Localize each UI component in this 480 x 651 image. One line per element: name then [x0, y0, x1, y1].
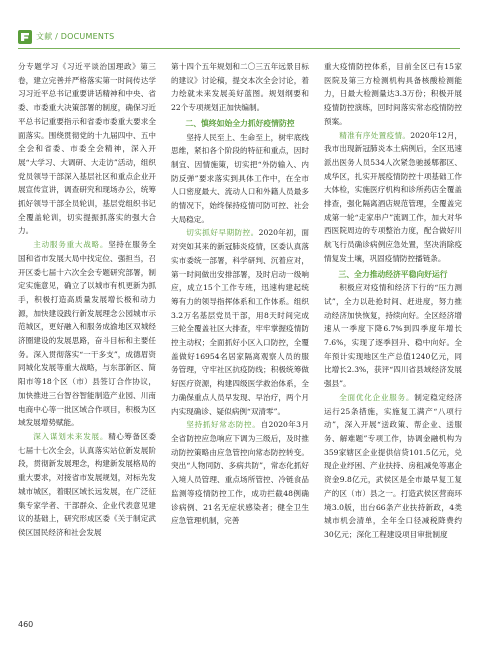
paragraph — [324, 60, 462, 129]
paragraph-text: 重大疫情防控体系，目前全区已有15家医院及第三方检测机构具备核酸检测能力，日最大检测量达3.3万份；积极开展疫情防控演练，回时间落实常态疫情防控预案。 — [324, 62, 462, 126]
paragraph — [171, 131, 309, 227]
subheading: 全面优化企业服务。 — [339, 392, 415, 402]
subheading: 切实抓好早期防控。 — [186, 228, 259, 238]
paragraph — [171, 60, 309, 115]
paragraph-text: 坚持在服务全国和省市发展大局中找定位、强担当，召开区委七届十六次全会专题研究部署，制定实施意见，确立了以城市有机更新为抓手，积极打造高质量发展增长极和动力源，加快建设践行新发展理念公园城市示范城区，更好融入和服务成渝地区双城经济圈建设的发展思路，奋斗目标和主要任务。深入贯彻落实“一干多支”，成德眉资同城化发展等重大战略，与东部新区、简阳市等18个区（市）县签订合作协议，加快推进三台智谷智能制造产业园、川南电商中心等一批区域合作项目，积极为区域发展增势赋能。 — [18, 240, 156, 428]
section-heading: 二、慎终如始全力抓好疫情防控 — [185, 118, 295, 128]
subheading: 深入谋划未来发展。 — [33, 431, 109, 441]
paragraph — [171, 226, 309, 418]
paragraph-text: 自2020年3月全省防控应急响应下调为三级后，及时推动防控策略由应急管控向常态防控转变。突出“人物同防、多病共防”，常态化抓好入境人员管理、重点场所管控、冷链食品监测等疫情防控工作，成功拦截48例确诊病例、21名无症状感染者；健全卫生应急管理机制，完善 — [171, 420, 309, 526]
subheading: 主动服务重大战略。 — [33, 240, 109, 250]
section-logo-icon — [18, 30, 32, 44]
paragraph-text: 分专题学习《习近平谈治国理政》第三卷，建立完善并严格落实第一时间传达学习习近平总书记重要讲话精神和中央、省委、市委重大决策部署的制度，确保习近平总书记重要指示和省委市委重大要求全面落实。围绕贯彻党的十九届四中、五中全会和省委、市委全会精神，深入开展“大学习、大调研、大走访”活动，组织党员领导干部深入基层社区和重点企业开展宣传宣讲，调查研究和现场办公，统筹抓好领导干部全员轮训，基层党组织书记全覆盖轮训，切实提振抓落实的强大合力。 — [18, 62, 156, 236]
paragraph-text: 坚持人民至上、生命至上，树牢底线思维，紧扣各个阶段的特征和重点，因时制宜、因情施策，切实把“外防输入、内防反弹”要求落实到具体工作中，在全市人口密度最大、流动人口和外籍人员最多的情况下，始终保持疫情可防可控、社会大局稳定。 — [171, 132, 309, 224]
paragraph — [324, 391, 462, 542]
article-body — [18, 60, 462, 615]
paragraph-text: 2020年初，面对突如其来的新冠肺炎疫情，区委认真落实市委统一部署，科学研判、沉着应对，第一时间做出安排部署，及时启动一级响应，成立15个工作专班，迅速构建起统筹有力的领导指挥体系和工作体系。组织3.2万名基层党员干部，用8天时间完成三轮全覆盖社区大排查，牢牢掌握疫情防控主动权；全面抓好小区入口防控，全覆盖做好16954名居家隔离观察人员的服务管理，守牢社区抗疫防线；积极统筹做好医疗资源，构建四级医学救治体系，全力确保重点人员早发现、早治疗，两个月内实现确诊、疑似病例“双清零”。 — [171, 228, 309, 416]
paragraph-text: 积极应对疫情和经济下行的“压力测试”，全力以赴抢时间、赶进度，努力推动经济加快恢复，持续向好。全区经济增速从一季度下降6.7%到四季度年增长7.6%，实现了逐季回升、稳中向好。全年预计实现地区生产总值1240亿元，同比增长2.3%，获评“四川省县域经济发展强县”。 — [324, 283, 462, 389]
column-2 — [171, 60, 309, 615]
paragraph — [324, 129, 462, 266]
paragraph-text: 2020年12月，我市出现新冠肺炎本土病例后，全区迅速派出医务人员534人次紧急驰援郫都区、成华区，扎实开展疫情防控十项基础工作大体检，实施医疗机构和诊所药店全覆盖排查，强化隔离酒店规范管理，全覆盖完成第一轮“走家串户”流调工作，加大对华西医院周边的专项整治力度，配合做好川航飞行员确诊病例应急处置，坚决消除疫情复发土壤，巩固疫情防控播链条。 — [324, 130, 462, 263]
paragraph — [18, 60, 156, 238]
subheading: 精准有序处置疫情。 — [339, 130, 411, 140]
paragraph-text: 精心筹备区委七届十七次全会，认真落实站位新发展阶段，贯彻新发展理念，构建新发展格局的重大要求，对接省市发展规划，对标先发城市城区，着眼区域长远发展，在广泛征集专家学者、干部群众、企业代表意见建议的基础上，研究形成区委《关于制定武侯区国民经济和社会发展 — [18, 431, 156, 537]
paragraph — [18, 430, 156, 540]
page-header — [0, 0, 480, 40]
paragraph-text: 第十四个五年规划和二〇三五年远景目标的建议》讨论稿，提交本次全会讨论，着力绘就未来发展美好蓝图。规划纲要和22个专项规划正加快编制。 — [171, 62, 309, 113]
header-rule — [18, 48, 460, 49]
paragraph — [18, 238, 156, 430]
section-label: 文献 / DOCUMENTS — [36, 32, 115, 41]
section-heading: 三、全力推动经济平稳向好运行 — [338, 269, 448, 279]
subheading: 坚持抓好常态防控。 — [186, 420, 261, 430]
column-1 — [18, 60, 156, 615]
column-3 — [324, 60, 462, 615]
paragraph-text: 制定稳定经济运行25条措施，实施复工满产“八项行动”，深入开展“送政策、帮企业、送服务、解难题”专项工作，协调金融机构为359家辖区企业提供信贷101.5亿元，兑现企业纾困、产业扶持、房租减免等惠企资金9.8亿元，武侯区是全市最早复工复产的区（市）县之一。打造武侯区营商环境3.0版，出台66条产业扶持新政，4类城市机会清单，全年全口径减税降费约30亿元；深化工程建设项目审批制度 — [324, 392, 462, 539]
paragraph — [171, 418, 309, 528]
page-number: 460 — [18, 620, 34, 629]
paragraph — [324, 281, 462, 391]
